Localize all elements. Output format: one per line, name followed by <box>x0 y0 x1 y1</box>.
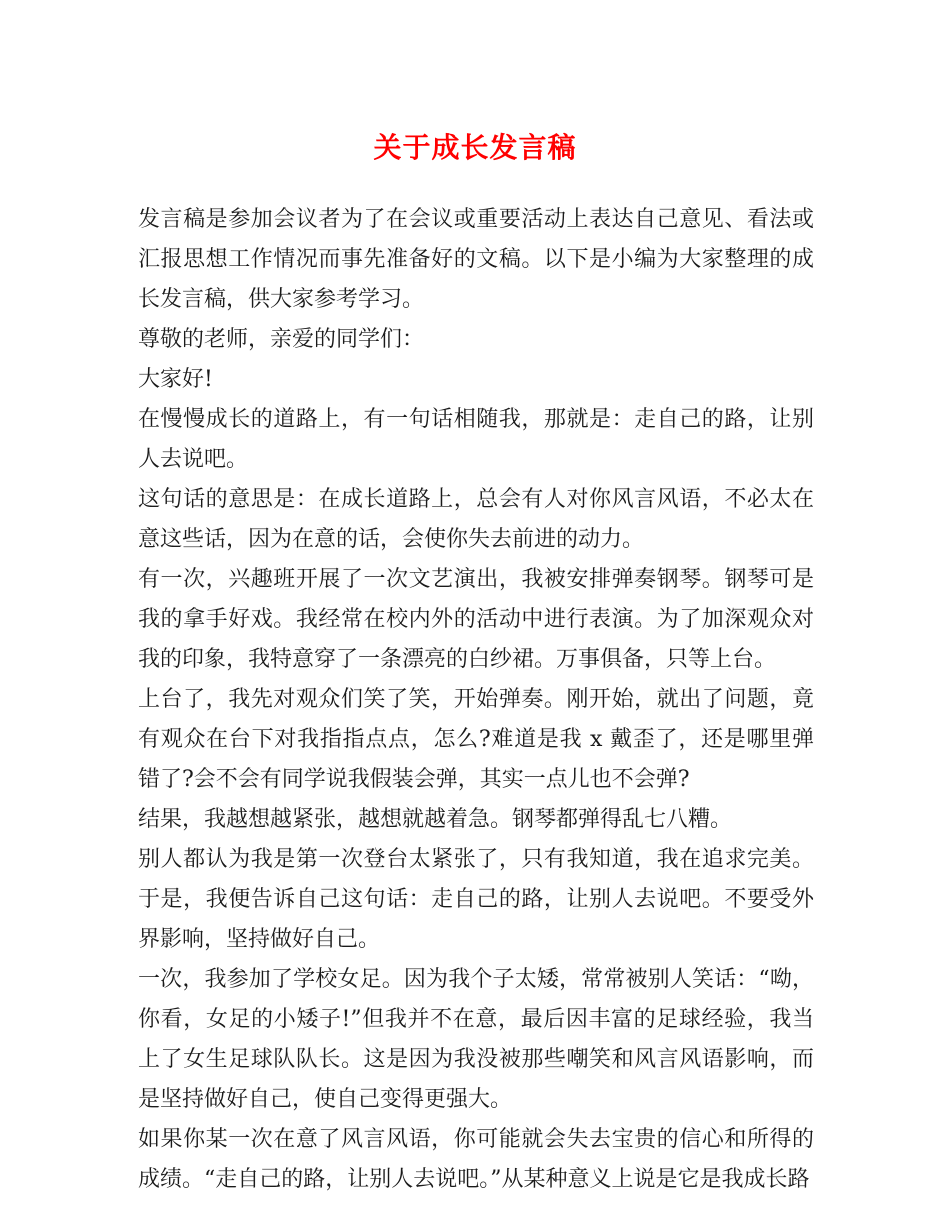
paragraph: 这句话的意思是：在成长道路上，总会有人对你风言风语，不必太在意这些话，因为在意的话，会使你失去前进的动力。 <box>138 487 814 552</box>
document-title: 关于成长发言稿 <box>373 131 577 164</box>
paragraph: 结果，我越想越紧张，越想就越着急。钢琴都弹得乱七八糟。 <box>138 807 733 832</box>
paragraph-greeting: 大家好! <box>138 367 213 392</box>
paragraph: 在慢慢成长的道路上，有一句话相随我，那就是：走自己的路，让别人去说吧。 <box>138 407 814 472</box>
paragraph: 别人都认为我是第一次登台太紧张了，只有我知道，我在追求完美。于是，我便告诉自己这句话：走自己的路，让别人去说吧。不要受外界影响，坚持做好自己。 <box>138 847 814 952</box>
paragraph-salutation: 尊敬的老师，亲爱的同学们： <box>138 327 425 352</box>
paragraph: 如果你某一次在意了风言风语，你可能就会失去宝贵的信心和所得的成绩。“走自己的路，让别人去说吧。”从某种意义上说是它是我成长路 <box>138 1127 814 1192</box>
document-body <box>138 200 814 1200</box>
paragraph: 上台了，我先对观众们笑了笑，开始弹奏。刚开始，就出了问题，竟有观众在台下对我指指点点，怎么?难道是我 x 戴歪了，还是哪里弹错了?会不会有同学说我假装会弹，其实一点儿也不会弹? <box>138 687 814 792</box>
paragraph: 一次，我参加了学校女足。因为我个子太矮，常常被别人笑话：“呦，你看，女足的小矮子!”但我并不在意，最后因丰富的足球经验，我当上了女生足球队队长。这是因为我没被那些嘲笑和风言风语影响，而是坚持做好自己，使自己变得更强大。 <box>138 967 814 1112</box>
paragraph-intro: 发言稿是参加会议者为了在会议或重要活动上表达自己意见、看法或汇报思想工作情况而事先准备好的文稿。以下是小编为大家整理的成长发言稿，供大家参考学习。 <box>138 207 814 312</box>
paragraph: 有一次，兴趣班开展了一次文艺演出，我被安排弹奏钢琴。钢琴可是我的拿手好戏。我经常在校内外的活动中进行表演。为了加深观众对我的印象，我特意穿了一条漂亮的白纱裙。万事俱备，只等上台。 <box>138 567 814 672</box>
